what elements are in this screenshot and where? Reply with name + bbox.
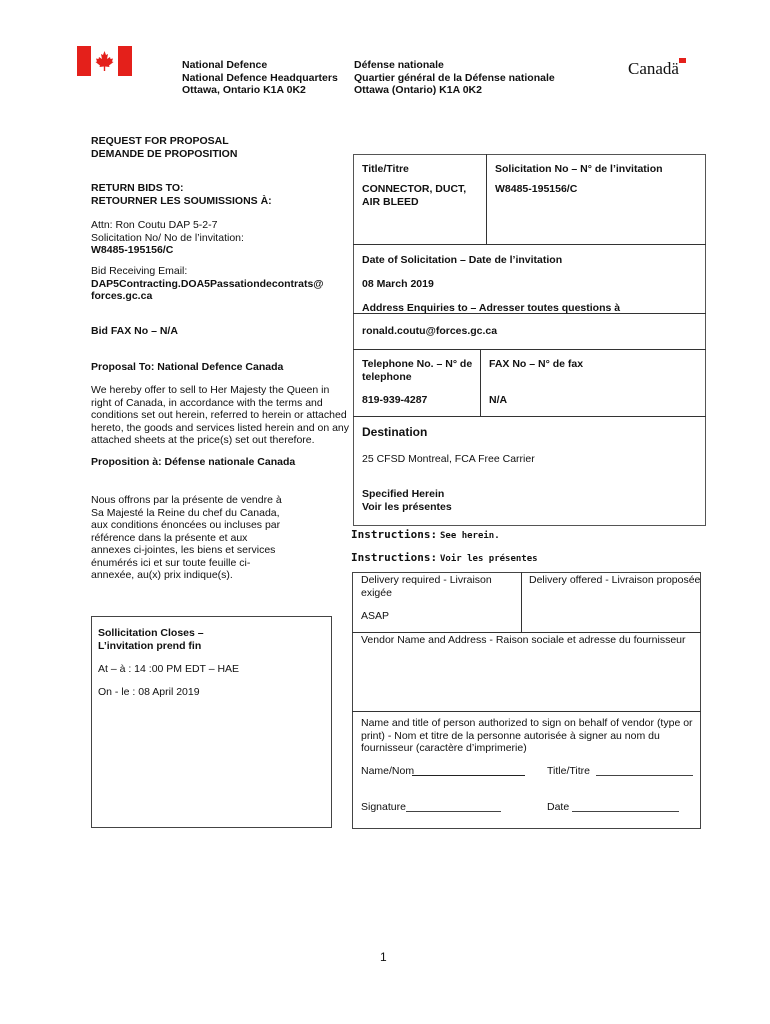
offer-fr-line: Nous offrons par la présente de vendre à [91,494,282,506]
canada-flag-icon [77,46,132,76]
destination-label: Destination [362,425,428,439]
canada-wordmark: Canadä [628,59,679,78]
vendor-divider-vertical [521,572,522,632]
header-fr-line-1: Défense nationale [354,59,444,71]
closing-title-en: Sollicitation Closes – [98,627,204,639]
fax-label: FAX No – N° de fax [489,358,584,370]
return-bids [91,182,272,207]
offer-fr-line: énumérés ici et sur toute feuille ci- [91,556,251,569]
enquiries-value[interactable]: ronald.coutu@forces.gc.ca [362,325,498,337]
offer-fr-line: aux conditions énoncées ou incluses par [91,519,281,531]
closing-title [98,627,204,652]
date-value: 08 March 2019 [362,278,434,290]
title-field[interactable] [596,764,693,776]
closing-time: At – à : 14 :00 PM EDT – HAE [98,663,240,675]
offer-fr [91,494,282,582]
instructions-label-fr: Instructions: [351,551,438,564]
vendor-name-field[interactable] [355,648,698,708]
attention-line: Attn: Ron Coutu DAP 5-2-7 [91,219,218,231]
authorized-person-label [361,717,693,755]
authorized-line-2: print) - Nom et titre de la personne autorisée à signer au nom du [361,729,660,742]
signature-label: Signature [361,801,406,813]
fax-value: N/A [489,394,508,406]
title-value-line-1: CONNECTOR, DUCT, [362,183,467,195]
delivery-offered: Delivery offered - Livraison proposée [529,574,701,586]
destination-value: 25 CFSD Montreal, FCA Free Carrier [362,453,535,465]
solicitation-label: Solicitation No – N° de l’invitation [495,163,663,175]
telephone-value: 819-939-4287 [362,394,428,406]
delivery-required-line-1: Delivery required - Livraison [361,574,492,586]
telephone-label-line-2: telephone [362,370,412,383]
header-en-line-2: National Defence Headquarters [182,71,338,84]
telephone-label-line-1: Telephone No. – N° de [362,358,473,370]
header-french [354,59,555,97]
closing-title-fr: L’invitation prend fin [98,639,202,652]
offer-en-line: attached sheets at the price(s) set out therefore. [91,434,315,446]
wordmark-flag-icon [679,58,686,63]
offer-en-line: conditions set out herein, referred to herein or attached [91,409,347,421]
offer-fr-line: Sa Majesté la Reine du chef du Canada, [91,506,280,519]
proposal-to-en: Proposal To: National Defence Canada [91,361,284,373]
rfp-title [91,135,237,160]
return-bids-fr: RETOURNER LES SOUMISSIONS À: [91,194,272,207]
solicitation-value: W8485-195156/C [495,183,578,195]
attention-block [91,219,244,257]
bid-email-2[interactable]: forces.gc.ca [91,290,153,302]
date-label-vendor: Date [547,801,570,813]
title-label-vendor: Title/Titre [547,765,590,777]
title-value-line-2: AIR BLEED [362,195,419,208]
specified-fr: Voir les présentes [362,500,452,513]
header-en-line-3: Ottawa, Ontario K1A 0K2 [182,84,306,96]
bid-email-block [91,265,324,303]
enquiries-label: Address Enquiries to – Adresser toutes questions à [362,302,621,314]
solicitation-label-left: Solicitation No/ No de l’invitation: [91,231,244,244]
instructions-fr [351,552,538,566]
offer-fr-line: annexée, au(x) prix indique(s). [91,569,233,581]
instructions-text-fr: Voir les présentes [440,554,538,564]
name-label: Name/Nom [361,765,415,777]
bid-email-label: Bid Receiving Email: [91,265,188,277]
return-bids-en: RETURN BIDS TO: [91,182,184,194]
info-divider-h-1 [353,244,706,245]
offer-fr-line: référence dans la présente et aux [91,531,248,544]
header-english [182,59,338,97]
page-number: 1 [380,950,387,964]
info-divider-vertical-1 [486,154,487,244]
canada-flag [77,46,132,76]
rfp-title-fr: DEMANDE DE PROPOSITION [91,147,238,160]
instructions-label-en: Instructions: [351,528,438,541]
header-fr-line-2: Quartier général de la Défense nationale [354,71,555,84]
bid-fax: Bid FAX No – N/A [91,325,178,337]
title-label: Title/Titre [362,163,409,175]
specified-en: Specified Herein [362,488,445,500]
delivery-required [361,574,492,599]
telephone-label [362,358,472,383]
header-fr-line-3: Ottawa (Ontario) K1A 0K2 [354,84,482,96]
delivery-required-line-2: exigée [361,586,392,599]
offer-en [91,384,349,447]
proposal-to-fr: Proposition à: Défense nationale Canada [91,456,296,468]
date-field[interactable] [572,800,679,812]
offer-en-line: hereto, the goods and services listed herein and on any [91,421,350,434]
info-divider-h-4 [353,416,706,417]
vendor-name-label: Vendor Name and Address - Raison sociale et adresse du fournisseur [361,634,686,646]
rfp-title-en: REQUEST FOR PROPOSAL [91,135,229,147]
title-value [362,183,466,208]
header-en-line-1: National Defence [182,59,268,71]
vendor-divider-h-2 [352,711,701,712]
authorized-line-1: Name and title of person authorized to sign on behalf of vendor (type or [361,717,693,729]
name-field[interactable] [412,764,525,776]
signature-field[interactable] [406,800,501,812]
offer-fr-line: annexes ci-jointes, les biens et services [91,544,276,556]
offer-en-line: We hereby offer to sell to Her Majesty the Queen in [91,384,330,396]
closing-date: On - le : 08 April 2019 [98,686,200,698]
specified-herein [362,488,452,513]
vendor-divider-h-1 [352,632,701,633]
authorized-line-3: fournisseur (caractère d’imprimerie) [361,742,527,754]
info-divider-vertical-2 [480,349,481,416]
date-label: Date of Solicitation – Date de l’invitation [362,254,563,266]
info-box [353,154,706,526]
offer-en-line: right of Canada, in accordance with the terms and [91,396,323,409]
bid-email-1[interactable]: DAP5Contracting.DOA5Passationdecontrats@ [91,277,324,290]
delivery-value: ASAP [361,610,390,622]
instructions-text-en: See herein. [440,531,500,541]
solicitation-no-left: W8485-195156/C [91,244,174,256]
info-divider-h-3 [353,349,706,350]
instructions-en [351,529,500,543]
